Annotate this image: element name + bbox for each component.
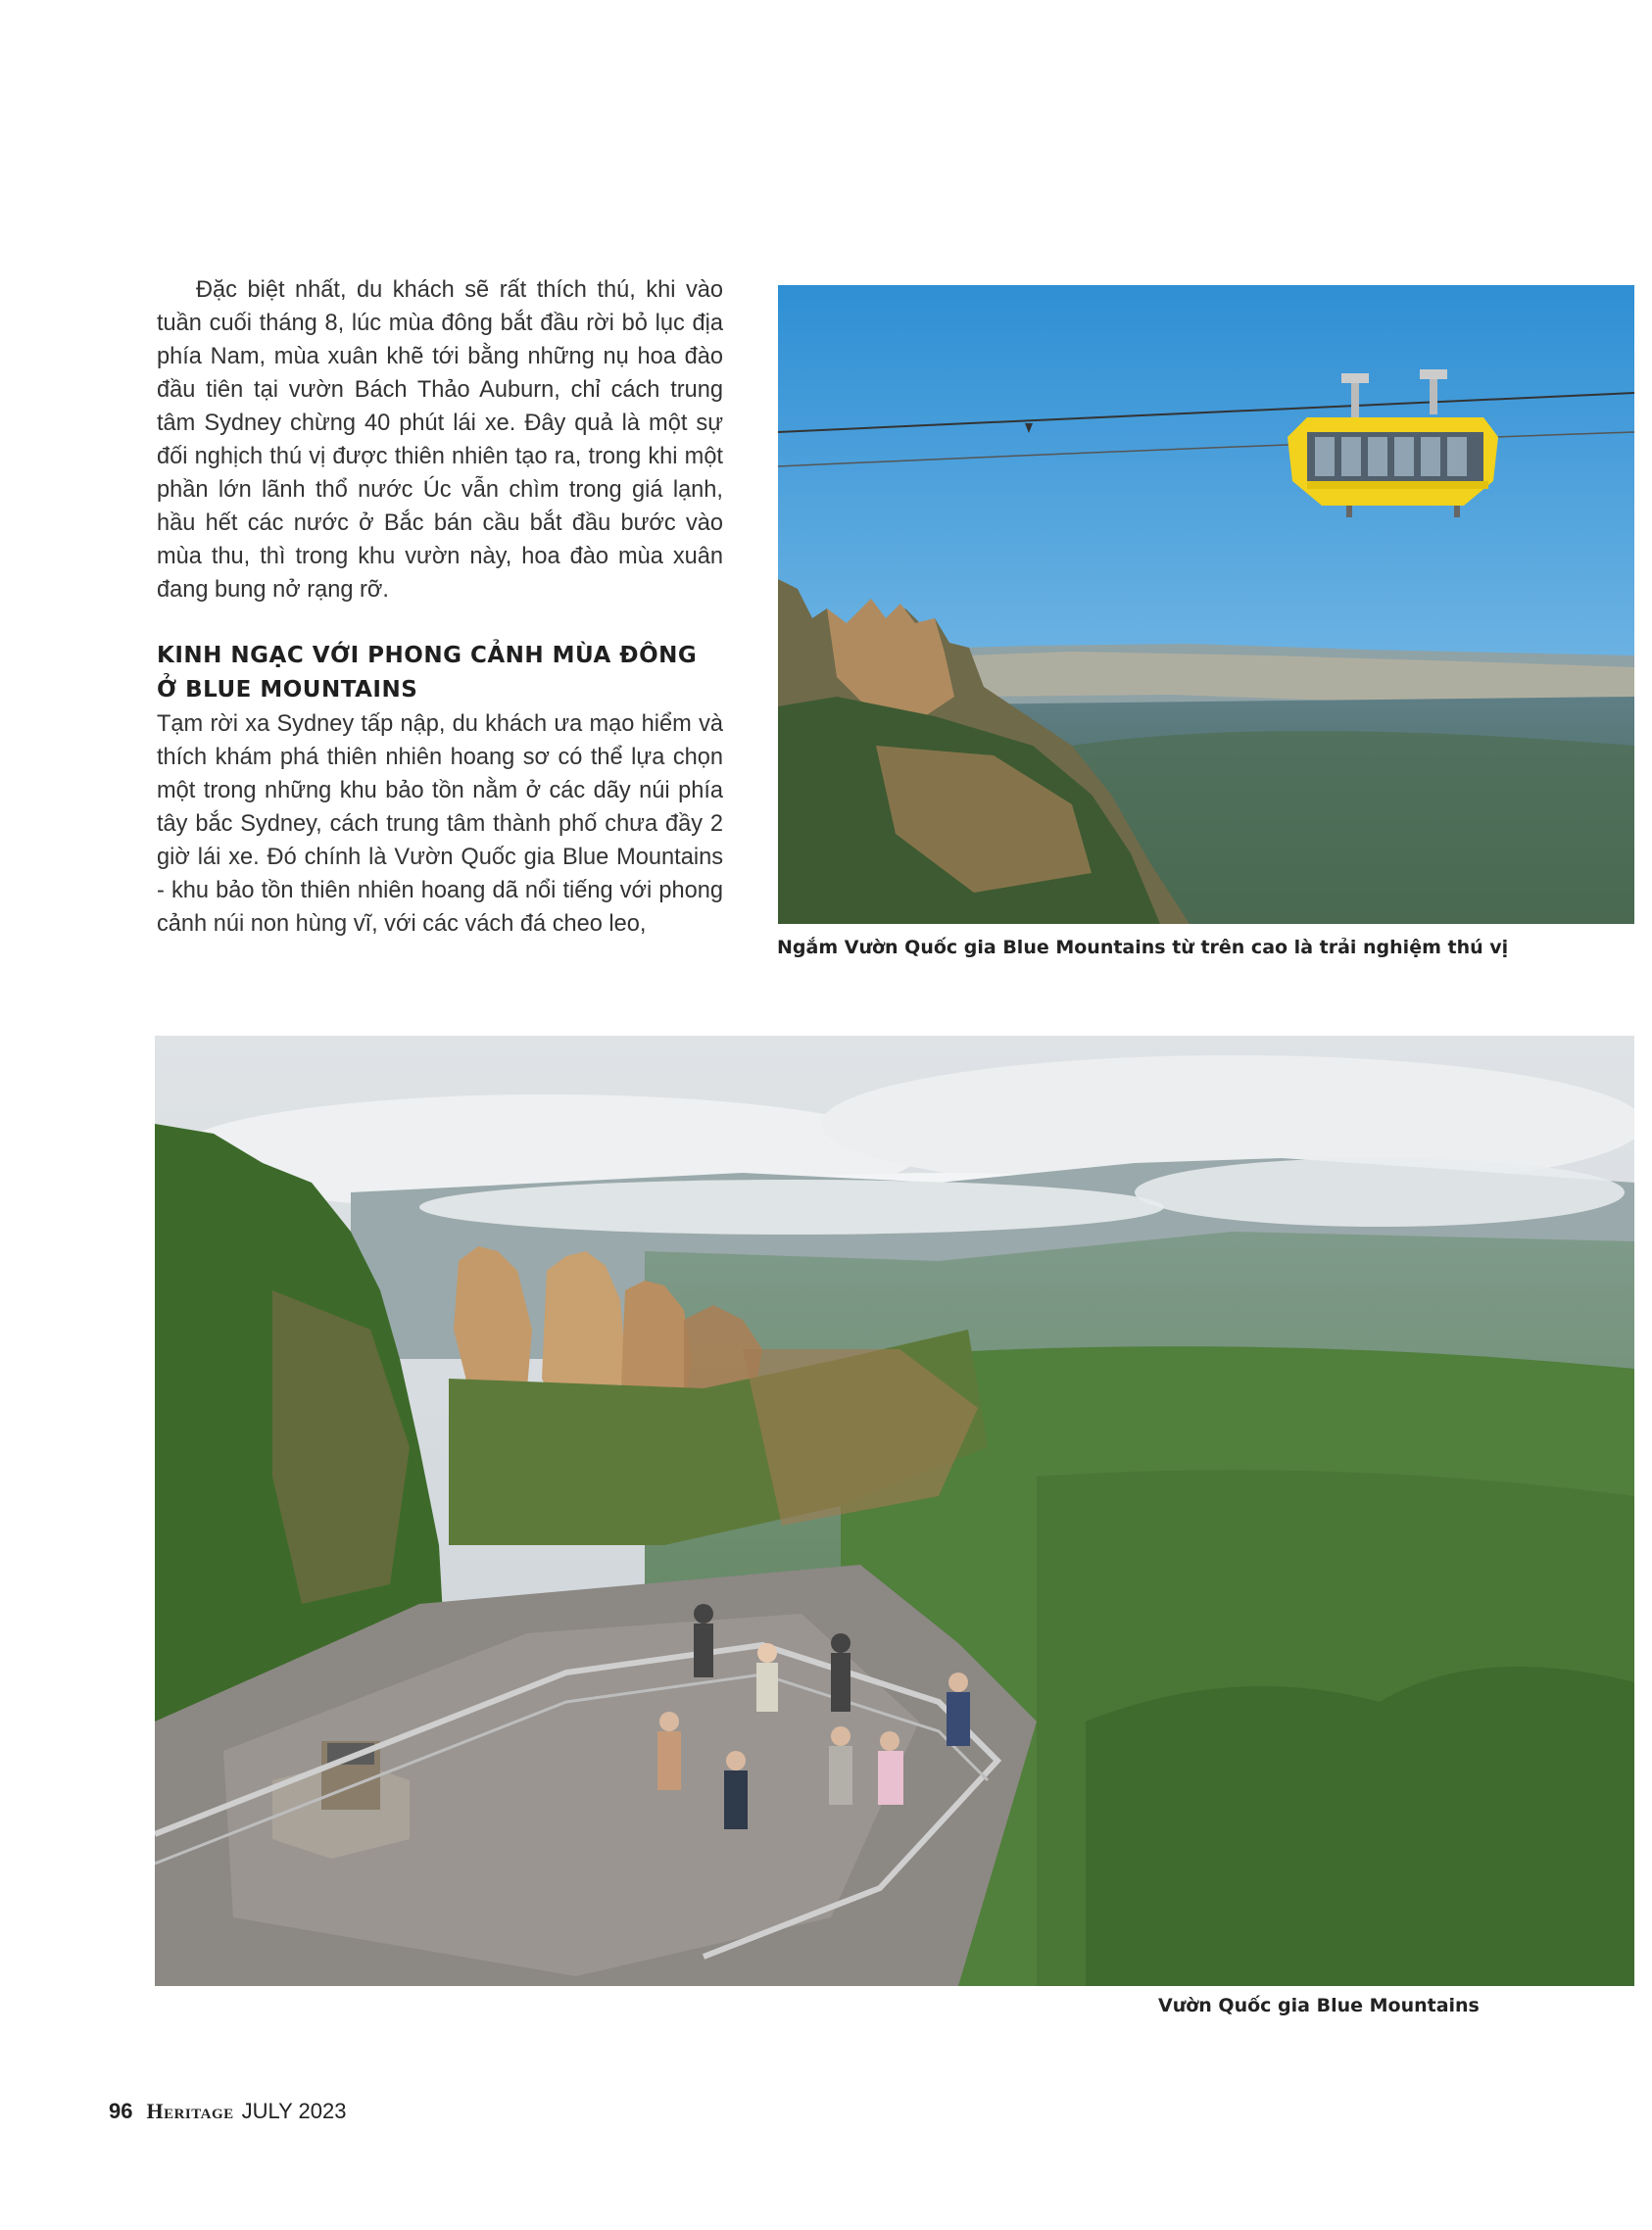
article-body bbox=[157, 273, 723, 941]
issue-date: JULY 2023 bbox=[241, 2099, 347, 2123]
magazine-name: Heritage bbox=[146, 2099, 234, 2123]
three-sisters-illustration bbox=[155, 1036, 1634, 1986]
section-heading-line-1: KINH NGẠC VỚI PHONG CẢNH MÙA ĐÔNG bbox=[157, 643, 698, 668]
section-heading bbox=[157, 639, 723, 707]
page-number: 96 bbox=[109, 2099, 133, 2123]
bottom-photo-caption: Vườn Quốc gia Blue Mountains bbox=[1158, 1995, 1480, 2016]
top-photo-caption: Ngắm Vườn Quốc gia Blue Mountains từ trên cao là trải nghiệm thú vị bbox=[777, 937, 1509, 958]
article-paragraph-2: Tạm rời xa Sydney tấp nập, du khách ưa mạo hiểm và thích khám phá thiên nhiên hoang sơ có thể lựa chọn một trong những khu bảo tồn nằm ở các dãy núi phía tây bắc Sydney, cách trung tâm thành phố chưa đầy 2 giờ lái xe. Đó chính là Vườn Quốc gia Blue Mountains - khu bảo tồn thiên nhiên hoang dã nổi tiếng với phong cảnh núi non hùng vĩ, với các vách đá cheo leo, bbox=[157, 711, 723, 937]
three-sisters-lookout-photo bbox=[155, 1036, 1634, 1986]
article-paragraph-1: Đặc biệt nhất, du khách sẽ rất thích thú, khi vào tuần cuối tháng 8, lúc mùa đông bắt đầu rời bỏ lục địa phía Nam, mùa xuân khẽ tới bằng những nụ hoa đào đầu tiên tại vườn Bách Thảo Auburn, chỉ cách trung tâm Sydney chừng 40 phút lái xe. Đây quả là một sự đối nghịch thú vị được thiên nhiên tạo ra, trong khi một phần lớn lãnh thổ nước Úc vẫn chìm trong giá lạnh, hầu hết các nước ở Bắc bán cầu bắt đầu bước vào mùa thu, thì trong khu vườn này, hoa đào mùa xuân đang bung nở rạng rỡ. bbox=[157, 277, 723, 603]
page-footer bbox=[109, 2099, 347, 2124]
cable-car-illustration bbox=[778, 285, 1634, 924]
cable-car-photo bbox=[778, 285, 1634, 924]
section-heading-line-2: Ở BLUE MOUNTAINS bbox=[157, 677, 418, 703]
